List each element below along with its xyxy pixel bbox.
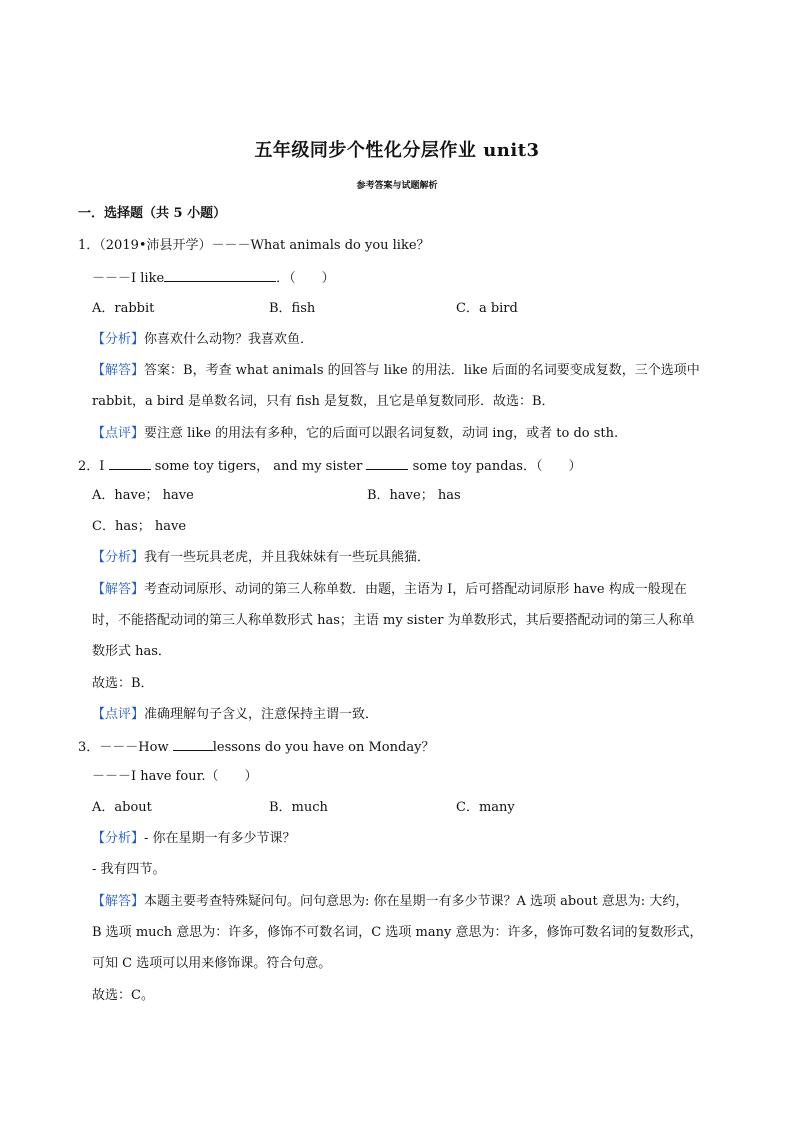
question-2-answer-choice: 故选：B．	[92, 676, 154, 691]
question-text-end: lessons do you have on Monday？	[212, 740, 435, 755]
question-2-analysis	[92, 550, 430, 566]
question-3-answer	[92, 894, 688, 910]
question-2-comment	[92, 707, 378, 723]
option-c: C．a bird	[456, 301, 518, 316]
analysis-text: - 你在星期一有多少节课？	[144, 831, 296, 846]
option-b: B．fish	[269, 301, 316, 316]
answer-blank-2	[366, 457, 408, 470]
section-heading: 一．选择题（共 5 小题）	[78, 206, 227, 221]
answer-tag: 【解答】	[92, 363, 145, 378]
reply-text: －－－I like	[92, 271, 165, 286]
answer-blank	[164, 269, 276, 282]
question-text-mid: some toy tigers， and my sister	[154, 459, 363, 474]
question-1-comment	[92, 426, 618, 442]
option-a: A．about	[92, 800, 152, 815]
question-2-answer	[92, 582, 687, 598]
question-text-end: some toy pandas．（ ）	[412, 459, 582, 474]
analysis-tag: 【分析】	[92, 831, 145, 846]
question-3-analysis	[92, 831, 296, 847]
question-1-reply	[92, 269, 335, 287]
question-number: 2．	[78, 459, 100, 474]
question-text: I	[99, 459, 105, 474]
question-1-answer	[92, 363, 700, 379]
question-number: 3．	[78, 740, 100, 755]
option-b: B．much	[269, 800, 328, 815]
question-1-analysis	[92, 332, 313, 348]
answer-blank	[173, 738, 213, 751]
question-2-answer-cont-1: 时，不能搭配动词的第三人称单数形式 has；主语 my sister 为单数形式，其后要搭配动词的第三人称单	[92, 613, 695, 628]
comment-tag: 【点评】	[92, 707, 145, 722]
option-a: A．rabbit	[92, 301, 155, 316]
analysis-text: 我有一些玩具老虎，并且我妹妹有一些玩具熊猫．	[144, 550, 431, 565]
question-3-answer-cont-1: B 选项 much 意思为：许多，修饰不可数名词，C 选项 many 意思为：许多，修饰可数名词的复数形式，	[92, 925, 703, 940]
answer-text: 本题主要考查特殊疑问句。问句意思为: 你在星期一有多少节课？A 选项 about 意思为: 大约，	[144, 894, 689, 909]
answer-text: 考查动词原形、动词的第三人称单数．由题，主语为 I，后可搭配动词原形 have 构成一般现在	[144, 582, 687, 597]
reply-text-end: ．（ ）	[276, 271, 335, 286]
question-1-answer-cont: rabbit，a bird 是单数名词，只有 fish 是复数，且它是单复数同形．故选：B．	[92, 394, 555, 409]
question-text: （2019•沛县开学）－－－What animals do you like？	[99, 238, 430, 253]
option-c: C．has； have	[92, 519, 187, 534]
question-3-answer-choice: 故选：C。	[92, 988, 154, 1003]
option-c: C．many	[456, 800, 515, 815]
question-number: 1．	[78, 238, 100, 253]
question-3-answer-cont-2: 可知 C 选项可以用来修饰课。符合句意。	[92, 956, 332, 971]
option-b: B．have； has	[367, 488, 461, 503]
analysis-tag: 【分析】	[92, 550, 145, 565]
comment-text: 准确理解句子含义，注意保持主谓一致．	[144, 707, 379, 722]
analysis-tag: 【分析】	[92, 332, 145, 347]
comment-tag: 【点评】	[92, 426, 145, 441]
question-3-reply: －－－I have four.（ ）	[92, 769, 258, 784]
answer-tag: 【解答】	[92, 894, 145, 909]
question-3-stem	[78, 738, 434, 756]
question-2-stem	[78, 457, 581, 475]
page-subtitle: 参考答案与试题解析	[356, 181, 438, 191]
comment-text: 要注意 like 的用法有多种，它的后面可以跟名词复数，动词 ing，或者 to do sth.	[144, 426, 619, 441]
analysis-text: 你喜欢什么动物？我喜欢鱼．	[144, 332, 314, 347]
answer-text: 答案：B，考查 what animals 的回答与 like 的用法．like 后面的名词要变成复数，三个选项中	[144, 363, 700, 378]
question-text: －－－How	[99, 740, 169, 755]
option-a: A．have； have	[92, 488, 194, 503]
answer-blank-1	[109, 457, 151, 470]
question-3-analysis-cont: - 我有四节。	[92, 862, 166, 877]
question-2-answer-cont-2: 数形式 has．	[92, 644, 171, 659]
answer-tag: 【解答】	[92, 582, 145, 597]
page-title: 五年级同步个性化分层作业 unit3	[254, 140, 540, 161]
question-1-stem	[78, 238, 430, 254]
